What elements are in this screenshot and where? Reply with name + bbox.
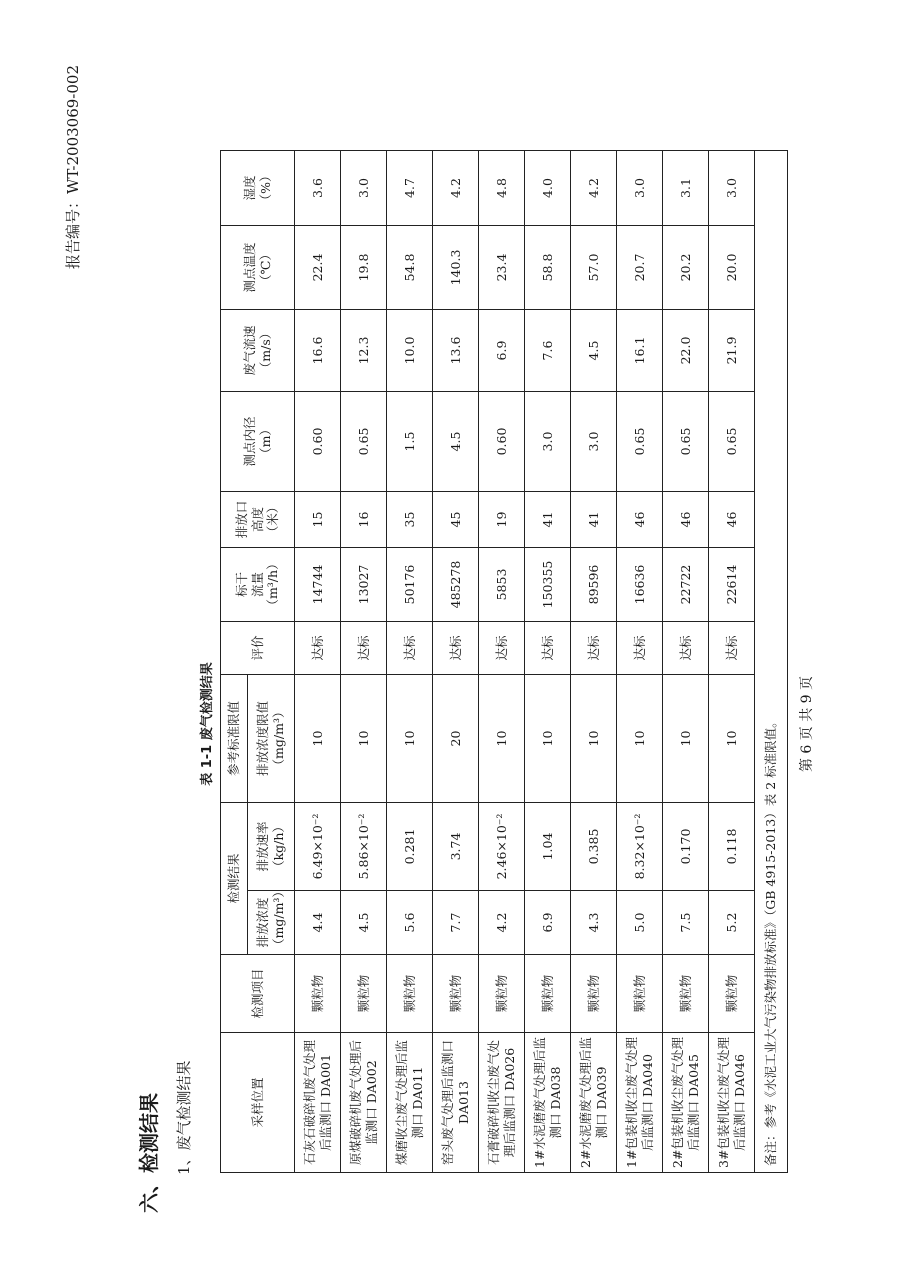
- cell-velocity: 22.0: [663, 309, 709, 391]
- cell-rate: 5.86×10⁻²: [341, 802, 387, 890]
- table-note: 备注：参考《水泥工业大气污染物排放标准》（GB 4915-2013）表 2 标准限值。: [755, 150, 788, 1172]
- cell-evaluation: 达标: [525, 621, 571, 674]
- cell-flow: 22722: [663, 547, 709, 621]
- cell-diameter: 0.60: [479, 391, 525, 491]
- table-row: [387, 150, 433, 1172]
- header-height: 排放口 高度 （米）: [221, 491, 295, 547]
- cell-limit: 10: [571, 674, 617, 802]
- cell-height: 15: [295, 491, 341, 547]
- cell-humidity: 3.1: [663, 150, 709, 225]
- cell-item: 颗粒物: [617, 955, 663, 1033]
- header-results-group: 检测结果: [221, 802, 248, 954]
- cell-item: 颗粒物: [571, 955, 617, 1033]
- cell-humidity: 3.6: [295, 150, 341, 225]
- cell-rate: 8.32×10⁻²: [617, 802, 663, 890]
- section-title: 六、检测结果: [137, 1093, 161, 1213]
- cell-rate: 6.49×10⁻²: [295, 802, 341, 890]
- cell-limit: 10: [387, 674, 433, 802]
- cell-diameter: 3.0: [571, 391, 617, 491]
- table-row: [433, 150, 479, 1172]
- cell-limit: 10: [525, 674, 571, 802]
- cell-flow: 89596: [571, 547, 617, 621]
- cell-temperature: 19.8: [341, 225, 387, 309]
- cell-evaluation: 达标: [571, 621, 617, 674]
- cell-humidity: 4.2: [571, 150, 617, 225]
- cell-flow: 16636: [617, 547, 663, 621]
- header-evaluation: 评价: [221, 621, 295, 674]
- cell-limit: 10: [617, 674, 663, 802]
- cell-location: 煤磨收尘废气处理后监测口 DA011: [387, 1033, 433, 1173]
- cell-rate: 1.04: [525, 802, 571, 890]
- cell-humidity: 4.7: [387, 150, 433, 225]
- cell-concentration: 5.6: [387, 891, 433, 955]
- cell-item: 颗粒物: [387, 955, 433, 1033]
- cell-velocity: 12.3: [341, 309, 387, 391]
- cell-temperature: 20.0: [709, 225, 755, 309]
- cell-evaluation: 达标: [295, 621, 341, 674]
- cell-humidity: 3.0: [617, 150, 663, 225]
- cell-humidity: 3.0: [709, 150, 755, 225]
- cell-flow: 14744: [295, 547, 341, 621]
- cell-diameter: 0.65: [663, 391, 709, 491]
- cell-location: 石膏破碎机收尘废气处理后监测口 DA026: [479, 1033, 525, 1173]
- cell-item: 颗粒物: [525, 955, 571, 1033]
- cell-rate: 0.281: [387, 802, 433, 890]
- cell-item: 颗粒物: [433, 955, 479, 1033]
- cell-flow: 5853: [479, 547, 525, 621]
- cell-rate: 0.170: [663, 802, 709, 890]
- cell-concentration: 4.4: [295, 891, 341, 955]
- cell-flow: 485278: [433, 547, 479, 621]
- cell-item: 颗粒物: [709, 955, 755, 1033]
- cell-height: 19: [479, 491, 525, 547]
- cell-humidity: 3.0: [341, 150, 387, 225]
- cell-height: 16: [341, 491, 387, 547]
- cell-limit: 10: [479, 674, 525, 802]
- cell-diameter: 4.5: [433, 391, 479, 491]
- cell-velocity: 7.6: [525, 309, 571, 391]
- cell-rate: 2.46×10⁻²: [479, 802, 525, 890]
- cell-rate: 3.74: [433, 802, 479, 890]
- cell-height: 41: [571, 491, 617, 547]
- cell-evaluation: 达标: [341, 621, 387, 674]
- header-temperature: 测点温度 （℃）: [221, 225, 295, 309]
- cell-location: 石灰石破碎机废气处理后监测口 DA001: [295, 1033, 341, 1173]
- cell-concentration: 6.9: [525, 891, 571, 955]
- cell-velocity: 13.6: [433, 309, 479, 391]
- cell-rate: 0.385: [571, 802, 617, 890]
- cell-temperature: 58.8: [525, 225, 571, 309]
- cell-location: 1#水泥磨废气处理后监测口 DA038: [525, 1033, 571, 1173]
- cell-location: 2#水泥磨废气处理后监测口 DA039: [571, 1033, 617, 1173]
- emission-results-table: [220, 150, 788, 1173]
- header-diameter: 测点内径 （m）: [221, 391, 295, 491]
- header-flow: 标干 流量 （m³/h）: [221, 547, 295, 621]
- cell-item: 颗粒物: [341, 955, 387, 1033]
- cell-height: 46: [617, 491, 663, 547]
- cell-diameter: 0.60: [295, 391, 341, 491]
- cell-velocity: 4.5: [571, 309, 617, 391]
- cell-evaluation: 达标: [479, 621, 525, 674]
- table-caption: 表 1-1 废气检测结果: [200, 662, 215, 786]
- cell-flow: 13027: [341, 547, 387, 621]
- cell-evaluation: 达标: [433, 621, 479, 674]
- cell-height: 46: [709, 491, 755, 547]
- cell-limit: 10: [341, 674, 387, 802]
- table-row: [525, 150, 571, 1172]
- cell-concentration: 4.3: [571, 891, 617, 955]
- cell-limit: 20: [433, 674, 479, 802]
- cell-velocity: 6.9: [479, 309, 525, 391]
- cell-temperature: 20.7: [617, 225, 663, 309]
- cell-concentration: 5.0: [617, 891, 663, 955]
- table-row: [295, 150, 341, 1172]
- cell-humidity: 4.2: [433, 150, 479, 225]
- cell-diameter: 0.65: [709, 391, 755, 491]
- sub-title: 1、废气检测结果: [175, 1060, 193, 1175]
- table-row: [663, 150, 709, 1172]
- cell-evaluation: 达标: [617, 621, 663, 674]
- cell-concentration: 5.2: [709, 891, 755, 955]
- cell-velocity: 10.0: [387, 309, 433, 391]
- cell-limit: 10: [663, 674, 709, 802]
- cell-humidity: 4.0: [525, 150, 571, 225]
- cell-limit: 10: [709, 674, 755, 802]
- header-concentration: 排放浓度 （mg/m³）: [248, 891, 295, 955]
- cell-location: 1#包装机收尘废气处理后监测口 DA040: [617, 1033, 663, 1173]
- cell-location: 窑头废气处理后监测口 DA013: [433, 1033, 479, 1173]
- cell-item: 颗粒物: [295, 955, 341, 1033]
- header-rate: 排放速率 （kg/h）: [248, 802, 295, 890]
- cell-concentration: 4.2: [479, 891, 525, 955]
- cell-concentration: 7.5: [663, 891, 709, 955]
- table-row: [571, 150, 617, 1172]
- cell-velocity: 21.9: [709, 309, 755, 391]
- cell-evaluation: 达标: [709, 621, 755, 674]
- table-row: [709, 150, 755, 1172]
- page-footer: 第 6 页 共 9 页: [799, 675, 815, 773]
- cell-velocity: 16.6: [295, 309, 341, 391]
- cell-flow: 50176: [387, 547, 433, 621]
- table-row: [479, 150, 525, 1172]
- rotated-content: [0, 35, 900, 1235]
- cell-concentration: 7.7: [433, 891, 479, 955]
- table-note-row: [755, 150, 788, 1172]
- cell-height: 41: [525, 491, 571, 547]
- header-limit-conc: 排放浓度限值 （mg/m³）: [248, 674, 295, 802]
- cell-evaluation: 达标: [663, 621, 709, 674]
- cell-concentration: 4.5: [341, 891, 387, 955]
- table-body: [295, 150, 788, 1172]
- cell-height: 45: [433, 491, 479, 547]
- cell-item: 颗粒物: [663, 955, 709, 1033]
- cell-diameter: 3.0: [525, 391, 571, 491]
- header-limit-group: 参考标准限值: [221, 674, 248, 802]
- cell-limit: 10: [295, 674, 341, 802]
- cell-temperature: 54.8: [387, 225, 433, 309]
- cell-evaluation: 达标: [387, 621, 433, 674]
- report-number: 报告编号：WT-2003069-002: [64, 65, 82, 270]
- cell-item: 颗粒物: [479, 955, 525, 1033]
- header-velocity: 废气流速 （m/s）: [221, 309, 295, 391]
- cell-temperature: 57.0: [571, 225, 617, 309]
- table-row: [617, 150, 663, 1172]
- header-location: 采样位置: [221, 1033, 295, 1173]
- cell-height: 35: [387, 491, 433, 547]
- cell-diameter: 1.5: [387, 391, 433, 491]
- cell-rate: 0.118: [709, 802, 755, 890]
- cell-temperature: 23.4: [479, 225, 525, 309]
- cell-flow: 150355: [525, 547, 571, 621]
- cell-temperature: 140.3: [433, 225, 479, 309]
- cell-diameter: 0.65: [341, 391, 387, 491]
- cell-diameter: 0.65: [617, 391, 663, 491]
- cell-location: 原煤破碎机废气处理后监测口 DA002: [341, 1033, 387, 1173]
- cell-temperature: 22.4: [295, 225, 341, 309]
- table-row: [341, 150, 387, 1172]
- cell-height: 46: [663, 491, 709, 547]
- cell-velocity: 16.1: [617, 309, 663, 391]
- cell-flow: 22614: [709, 547, 755, 621]
- cell-location: 2#包装机收尘废气处理后监测口 DA045: [663, 1033, 709, 1173]
- cell-location: 3#包装机收尘废气处理后监测口 DA046: [709, 1033, 755, 1173]
- cell-humidity: 4.8: [479, 150, 525, 225]
- cell-temperature: 20.2: [663, 225, 709, 309]
- header-humidity: 湿度 （%）: [221, 150, 295, 225]
- header-item: 检测项目: [221, 955, 295, 1033]
